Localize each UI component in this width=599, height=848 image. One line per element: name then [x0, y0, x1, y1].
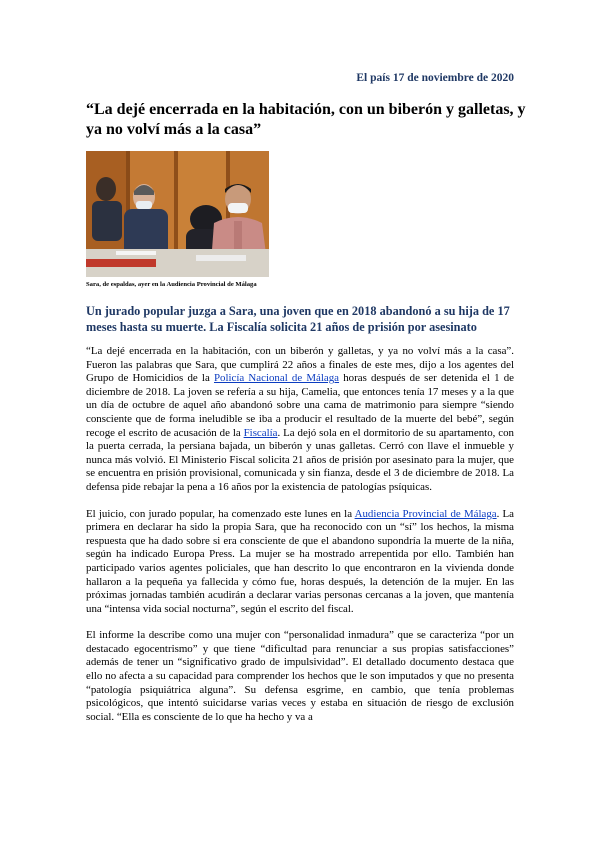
text-run: El informe la describe como una mujer con “personalidad inmadura” que se caracteriza “por un destacado egocentrismo” y que tiene “dificultad para renunciar a sus propias satisfacciones” además de tener un “significativo grado de impulsividad”. El detallado documento destaca que ello no afecta a su capacidad para comprender los hechos que le son imputados y que no presenta “patología psiquiátrica alguna”. Su defensa esgrime, en cambio, que tenía problemas psicológicos, que intentó suicidarse varias veces y estaba en situación de riesgo de exclusión social. “Ella es consciente de lo que ha hecho y va a: [86, 629, 514, 723]
body-paragraph: [86, 508, 514, 617]
text-run: . La dejó sola en el dormitorio de su apartamento, con la puerta cerrada, la persiana bajada, un biberón y unas galletas. Cerró con llave el inmueble y nunca más volvió. El Ministerio Fiscal solicita 21 años de prisión por asesinato para la mujer, que se encuentra en prisión provisional, comunicada y sin fianza, desde el 3 de diciembre de 2018. La defensa pide rebajar la pena a 16 años por la existencia de patologías psíquicas.: [86, 426, 514, 493]
article-photo: [86, 151, 269, 277]
dateline: El país 17 de noviembre de 2020: [356, 72, 514, 84]
text-run: “La dejé encerrada en la habitación, con un biberón y galletas, y ya no volví más a la casa”. Fueron las palabras que Sara, que cumplirá 22 años a finales de este mes, dijo a los agentes del Grupo de Homicidios de la: [86, 345, 514, 385]
text-run: horas después de ser detenida el 1 de diciembre de 2018. La joven se refería a su hija, Camelia, que entonces tenía 17 meses y a la que un día de octubre de aquel año abandonó sobre una cama de matrimonio para siempre “siendo consciente que de forma ineludible se iba a producir el resultado de la muerte del bebé”, según recoge el escrito de acusación de la: [86, 372, 514, 439]
article-body: [86, 345, 514, 737]
article-headline: “La dejé encerrada en la habitación, con un biberón y galletas, y ya no volví más a la casa”: [86, 101, 526, 138]
link-policia-nacional-malaga[interactable]: Policía Nacional de Málaga: [213, 372, 340, 385]
text-run: El juicio, con jurado popular, ha comenzado este lunes en la: [86, 507, 355, 520]
link-fiscalia[interactable]: Fiscalía: [243, 426, 278, 439]
link-audiencia-provincial-malaga[interactable]: Audiencia Provincial de Málaga: [354, 507, 497, 520]
body-paragraph: [86, 345, 514, 495]
text-run: . La primera en declarar ha sido la propia Sara, que ha reconocido con un “sí” los hechos, la misma respuesta que ha dado sobre si era consciente de que el abandono supondría la muerte de la niña, según ha indicado Europa Press. La mujer se ha mostrado arrepentida por ello. También han participado varios agentes policiales, que han descrito lo que encontraron en la vivienda donde hallaron a la pequeña ya fallecida y cómo fue, horas después, la detención de la mujer. En las próximas jornadas también acudirán a declarar varias personas cercanas a la joven, que mantenía una “intensa vida social nocturna”, según el escrito del fiscal.: [86, 507, 514, 615]
body-paragraph: [86, 629, 514, 724]
photo-caption: Sara, de espaldas, ayer en la Audiencia Provincial de Málaga: [86, 281, 257, 288]
article-subheadline: Un jurado popular juzga a Sara, una joven que en 2018 abandonó a su hija de 17 meses hasta su muerte. La Fiscalía solicita 21 años de prisión por asesinato: [86, 304, 510, 334]
